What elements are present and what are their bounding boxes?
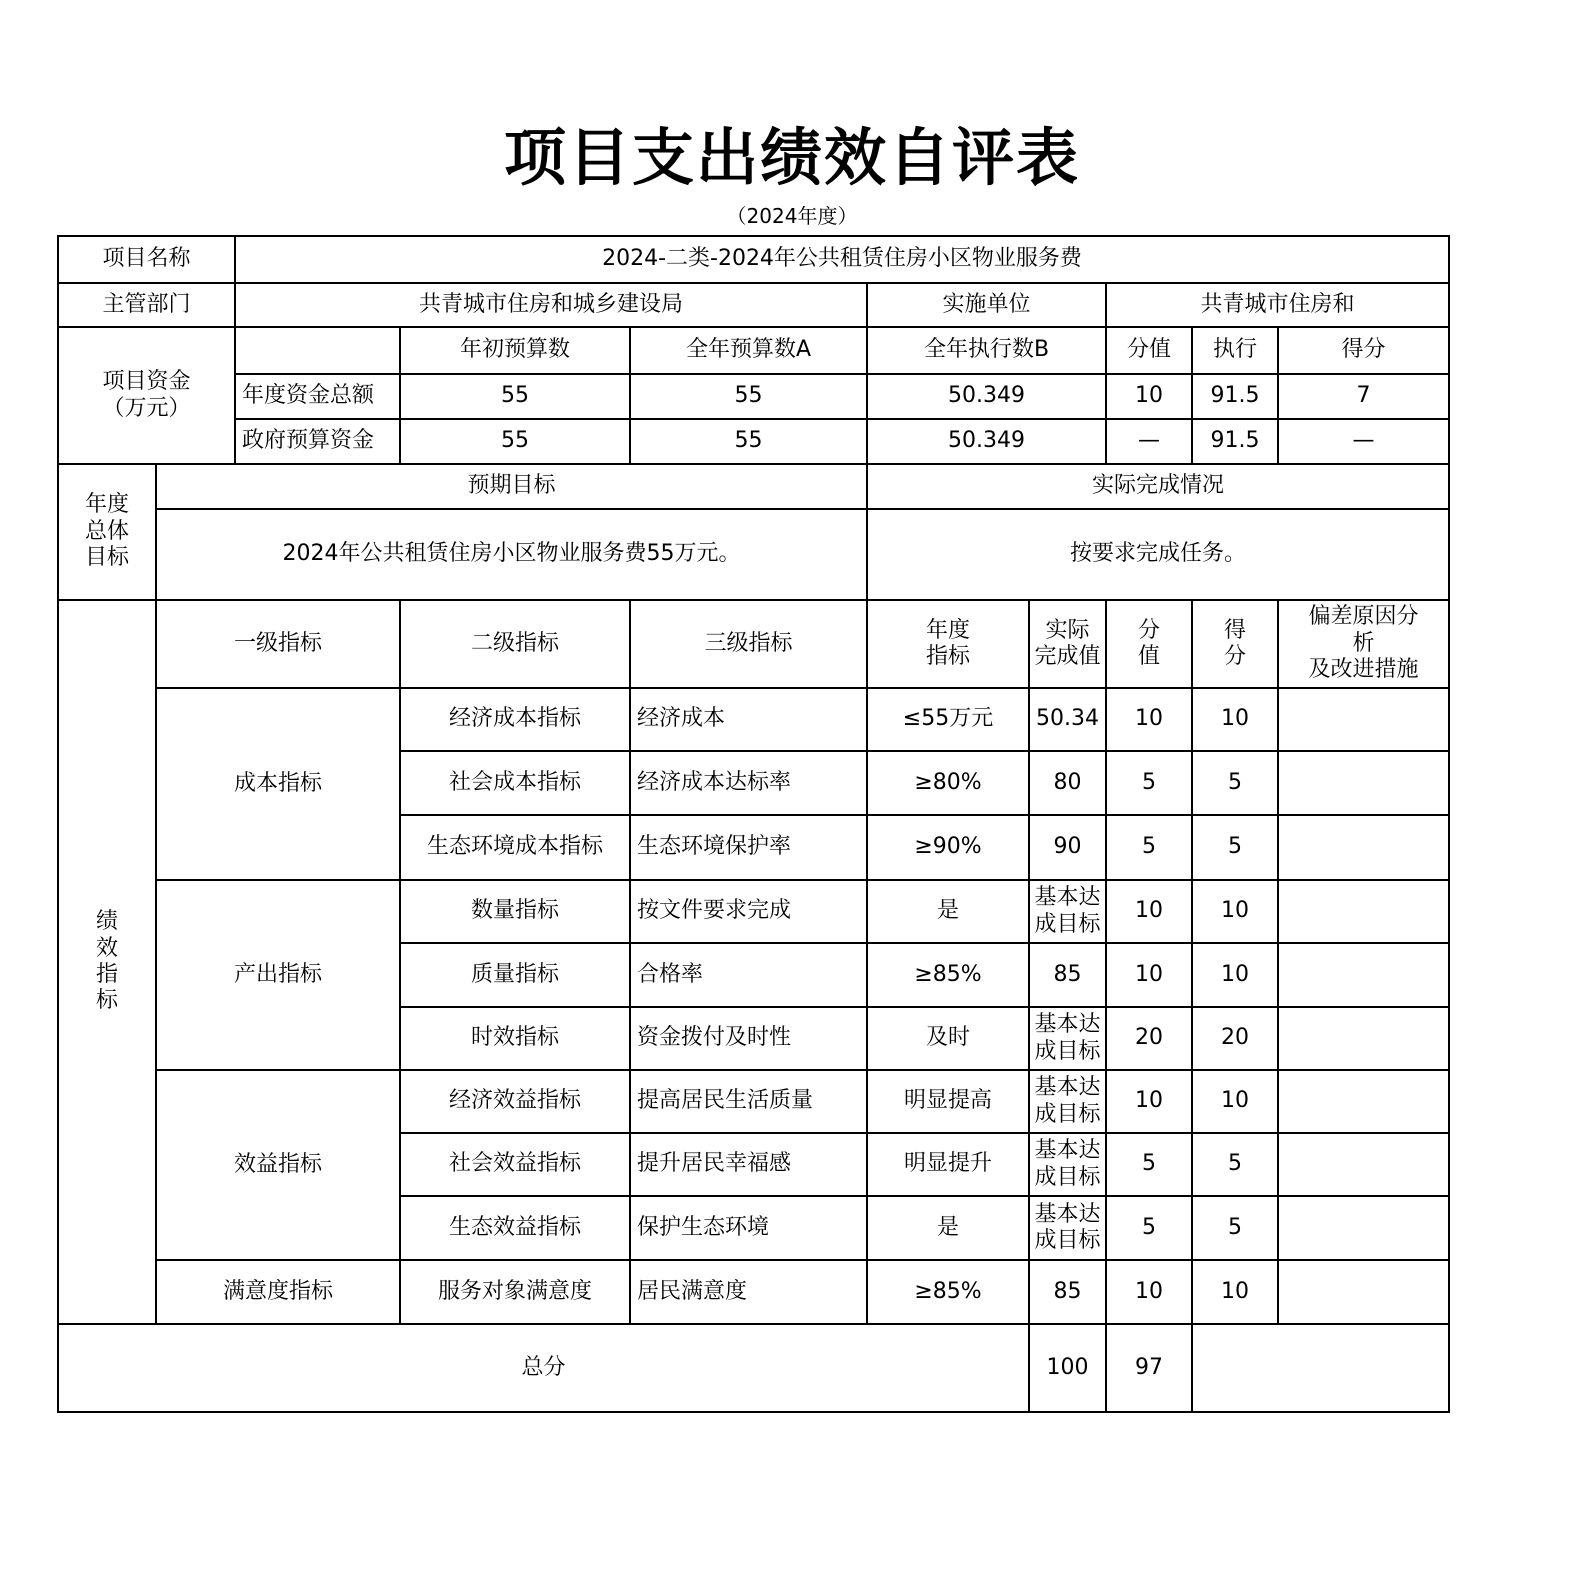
deviation-cell — [1278, 1260, 1449, 1324]
target-cell: 是 — [867, 1196, 1029, 1260]
funds-header-initial: 年初预算数 — [400, 327, 630, 374]
indicator-row — [58, 1070, 1449, 1133]
target-cell: ≤55万元 — [867, 688, 1029, 751]
funds-score: — — [1278, 419, 1449, 464]
project-name-label: 项目名称 — [58, 236, 235, 283]
level3-cell: 提高居民生活质量 — [630, 1070, 867, 1133]
actual-goal-header: 实际完成情况 — [867, 464, 1449, 509]
indicator-row — [58, 1260, 1449, 1324]
funds-header-score-value: 分值 — [1106, 327, 1192, 374]
level3-cell: 保护生态环境 — [630, 1196, 867, 1260]
value-cell: 5 — [1106, 1133, 1192, 1196]
total-label: 总分 — [58, 1324, 1029, 1412]
group-name: 成本指标 — [156, 688, 400, 880]
target-cell: ≥85% — [867, 1260, 1029, 1324]
deviation-cell — [1278, 943, 1449, 1007]
value-cell: 5 — [1106, 1196, 1192, 1260]
actual-goal: 按要求完成任务。 — [867, 509, 1449, 600]
funds-row-name: 年度资金总额 — [235, 374, 400, 419]
target-cell: ≥80% — [867, 751, 1029, 815]
goals-label — [58, 464, 156, 600]
funds-blank-header — [235, 327, 400, 374]
target-cell: 及时 — [867, 1007, 1029, 1070]
funds-initial: 55 — [400, 374, 630, 419]
page-title: 项目支出绩效自评表 — [503, 121, 1080, 194]
funds-label — [58, 327, 235, 464]
header-score-line: 分 — [1224, 644, 1247, 669]
funds-label-line2: （万元） — [102, 395, 191, 421]
target-cell: 明显提升 — [867, 1133, 1029, 1196]
deviation-cell — [1278, 688, 1449, 751]
indicators-side-char: 指 — [95, 962, 118, 987]
total-value: 100 — [1029, 1324, 1106, 1412]
value-cell: 5 — [1106, 751, 1192, 815]
level3-cell: 生态环境保护率 — [630, 815, 867, 880]
actual-cell: 基本达成目标 — [1029, 1070, 1106, 1133]
actual-cell: 基本达成目标 — [1029, 1133, 1106, 1196]
funds-rate: 91.5 — [1192, 374, 1278, 419]
deviation-cell — [1278, 1196, 1449, 1260]
funds-budget: 55 — [630, 419, 867, 464]
header-deviation — [1278, 600, 1449, 688]
group-name: 效益指标 — [156, 1070, 400, 1260]
level3-cell: 资金拨付及时性 — [630, 1007, 867, 1070]
header-score-line: 得 — [1224, 617, 1247, 643]
level2-cell: 数量指标 — [400, 880, 630, 943]
total-score: 97 — [1106, 1324, 1192, 1412]
score-cell: 10 — [1192, 880, 1278, 943]
header-deviation-line: 析 — [1352, 630, 1375, 656]
score-cell: 20 — [1192, 1007, 1278, 1070]
level2-cell: 经济效益指标 — [400, 1070, 630, 1133]
header-annual-line: 年度 — [926, 617, 971, 643]
actual-cell: 80 — [1029, 751, 1106, 815]
score-cell: 5 — [1192, 1133, 1278, 1196]
total-deviation-cell — [1192, 1324, 1449, 1412]
header-level3: 三级指标 — [630, 600, 867, 688]
actual-cell: 85 — [1029, 1260, 1106, 1324]
score-cell: 5 — [1192, 815, 1278, 880]
score-cell: 10 — [1192, 1070, 1278, 1133]
actual-cell: 基本达成目标 — [1029, 1007, 1106, 1070]
level2-cell: 生态环境成本指标 — [400, 815, 630, 880]
funds-row-name: 政府预算资金 — [235, 419, 400, 464]
goals-label-line: 年度 — [84, 492, 129, 518]
funds-header-executed: 全年执行数B — [867, 327, 1106, 374]
project-name: 2024-二类-2024年公共租赁住房小区物业服务费 — [235, 236, 1449, 283]
funds-score-value: 10 — [1106, 374, 1192, 419]
value-cell: 10 — [1106, 880, 1192, 943]
level3-cell: 提升居民幸福感 — [630, 1133, 867, 1196]
level2-cell: 经济成本指标 — [400, 688, 630, 751]
funds-initial: 55 — [400, 419, 630, 464]
deviation-cell — [1278, 1133, 1449, 1196]
level2-cell: 服务对象满意度 — [400, 1260, 630, 1324]
actual-cell: 基本达成目标 — [1029, 1196, 1106, 1260]
header-actual-line: 完成值 — [1034, 644, 1101, 669]
level3-cell: 经济成本 — [630, 688, 867, 751]
level3-cell: 经济成本达标率 — [630, 751, 867, 815]
deviation-cell — [1278, 751, 1449, 815]
funds-executed: 50.349 — [867, 374, 1106, 419]
group-name: 满意度指标 — [156, 1260, 400, 1324]
indicator-row — [58, 688, 1449, 751]
funds-header-budget: 全年预算数A — [630, 327, 867, 374]
value-cell: 10 — [1106, 688, 1192, 751]
level3-cell: 合格率 — [630, 943, 867, 1007]
level2-cell: 社会效益指标 — [400, 1133, 630, 1196]
target-cell: 是 — [867, 880, 1029, 943]
actual-cell: 90 — [1029, 815, 1106, 880]
actual-cell: 基本达成目标 — [1029, 880, 1106, 943]
header-value — [1106, 600, 1192, 688]
score-cell: 10 — [1192, 688, 1278, 751]
value-cell: 10 — [1106, 1260, 1192, 1324]
score-cell: 10 — [1192, 943, 1278, 1007]
score-cell: 5 — [1192, 751, 1278, 815]
evaluation-table — [57, 235, 1450, 1413]
funds-header-score: 得分 — [1278, 327, 1449, 374]
dept-label: 主管部门 — [58, 283, 235, 327]
header-value-line: 分 — [1138, 617, 1161, 643]
indicators-side-char: 标 — [95, 988, 118, 1014]
header-deviation-line: 及改进措施 — [1308, 657, 1419, 683]
value-cell: 10 — [1106, 943, 1192, 1007]
header-value-line: 值 — [1138, 644, 1161, 669]
value-cell: 5 — [1106, 815, 1192, 880]
target-cell: ≥90% — [867, 815, 1029, 880]
indicators-side-char: 效 — [95, 935, 118, 961]
value-cell: 20 — [1106, 1007, 1192, 1070]
impl-value: 共青城市住房和 — [1106, 283, 1449, 327]
funds-budget: 55 — [630, 374, 867, 419]
funds-label-line1: 项目资金 — [102, 369, 191, 395]
header-annual — [867, 600, 1029, 688]
indicators-side-label — [58, 600, 156, 1324]
deviation-cell — [1278, 815, 1449, 880]
level2-cell: 生态效益指标 — [400, 1196, 630, 1260]
funds-header-rate: 执行 — [1192, 327, 1278, 374]
year-note: （2024年度） — [726, 204, 858, 228]
header-level2: 二级指标 — [400, 600, 630, 688]
goals-label-line: 总体 — [84, 518, 129, 544]
score-cell: 10 — [1192, 1260, 1278, 1324]
score-cell: 5 — [1192, 1196, 1278, 1260]
header-level1: 一级指标 — [156, 600, 400, 688]
expected-goal-header: 预期目标 — [156, 464, 867, 509]
goals-label-line: 目标 — [84, 545, 129, 571]
value-cell: 10 — [1106, 1070, 1192, 1133]
header-actual — [1029, 600, 1106, 688]
deviation-cell — [1278, 1007, 1449, 1070]
level3-cell: 按文件要求完成 — [630, 880, 867, 943]
actual-cell: 85 — [1029, 943, 1106, 1007]
target-cell: ≥85% — [867, 943, 1029, 1007]
actual-cell: 50.34 — [1029, 688, 1106, 751]
funds-executed: 50.349 — [867, 419, 1106, 464]
indicator-row — [58, 880, 1449, 943]
target-cell: 明显提高 — [867, 1070, 1029, 1133]
funds-score: 7 — [1278, 374, 1449, 419]
dept-value: 共青城市住房和城乡建设局 — [235, 283, 867, 327]
deviation-cell — [1278, 880, 1449, 943]
level2-cell: 时效指标 — [400, 1007, 630, 1070]
funds-score-value: — — [1106, 419, 1192, 464]
deviation-cell — [1278, 1070, 1449, 1133]
funds-rate: 91.5 — [1192, 419, 1278, 464]
expected-goal: 2024年公共租赁住房小区物业服务费55万元。 — [156, 509, 867, 600]
level2-cell: 社会成本指标 — [400, 751, 630, 815]
header-actual-line: 实际 — [1045, 617, 1090, 643]
group-name: 产出指标 — [156, 880, 400, 1070]
impl-label: 实施单位 — [867, 283, 1106, 327]
header-annual-line: 指标 — [926, 644, 971, 669]
level2-cell: 质量指标 — [400, 943, 630, 1007]
header-score — [1192, 600, 1278, 688]
indicators-side-char: 绩 — [95, 909, 118, 935]
funds-row — [58, 419, 1449, 464]
funds-row — [58, 374, 1449, 419]
level3-cell: 居民满意度 — [630, 1260, 867, 1324]
header-deviation-line: 偏差原因分 — [1308, 604, 1419, 630]
